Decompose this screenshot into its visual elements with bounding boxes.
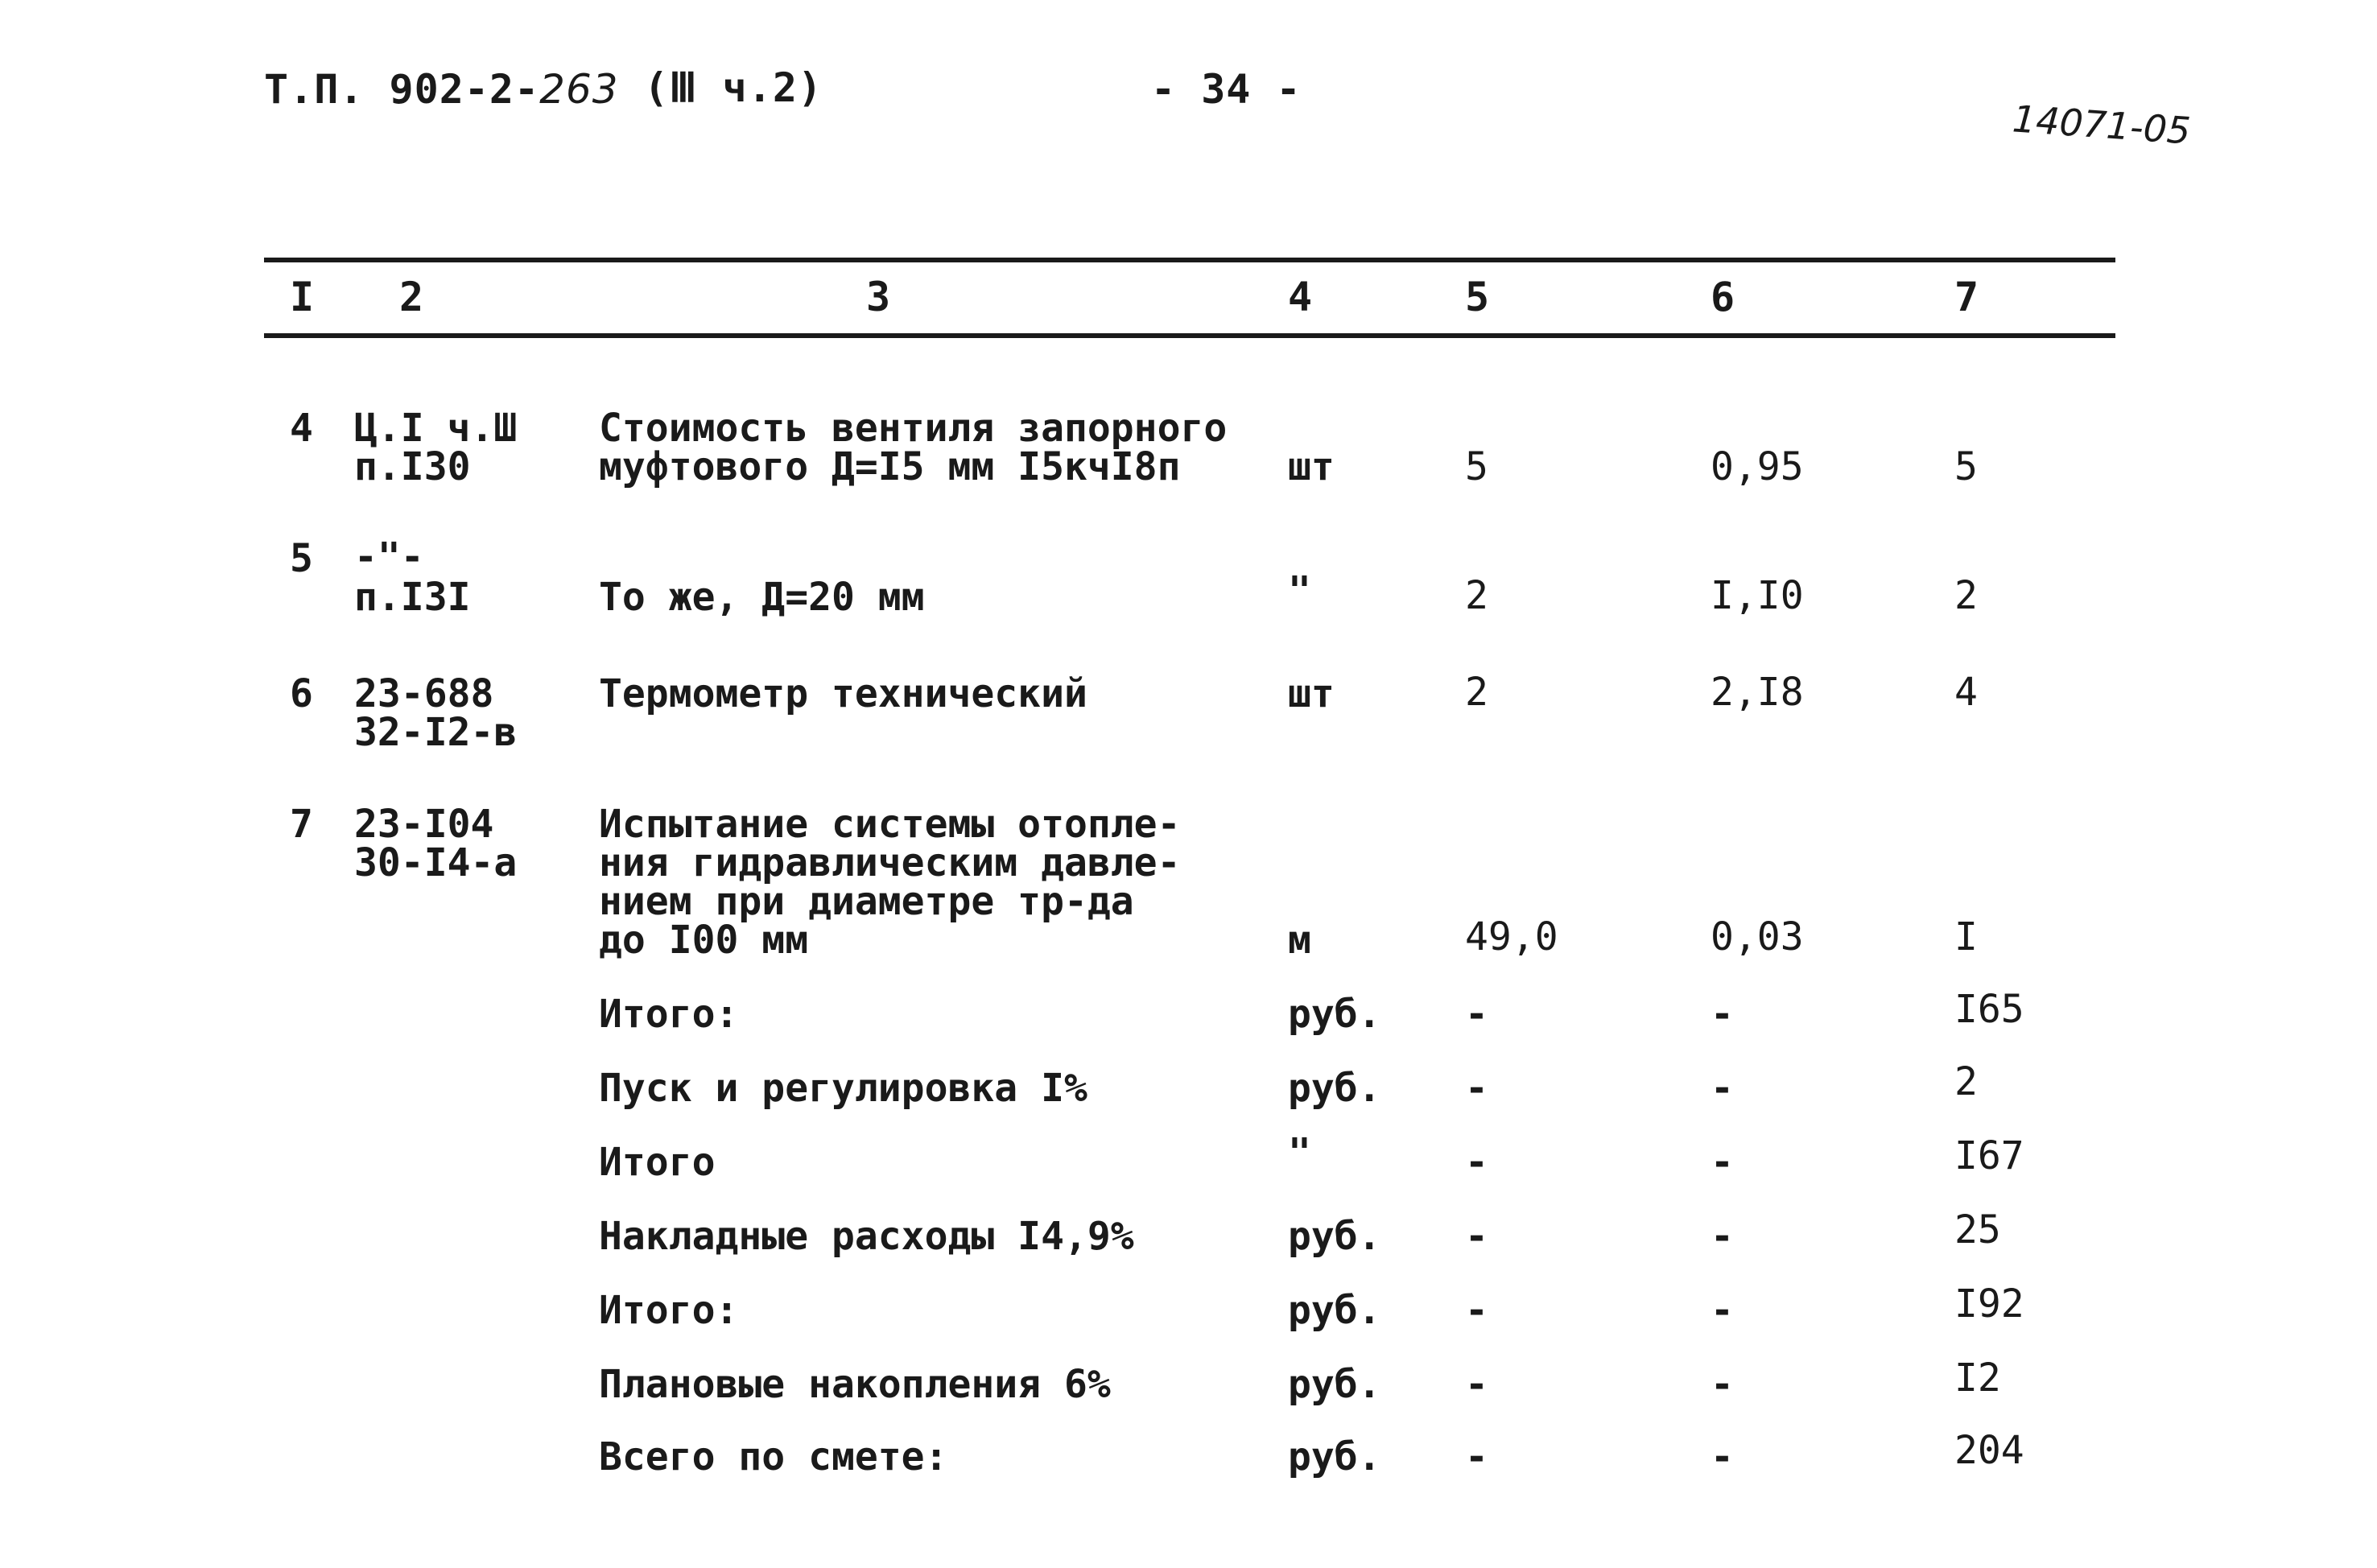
summary-price: - <box>1711 1434 1734 1479</box>
summary-unit: руб. <box>1288 1288 1381 1333</box>
summary-price: - <box>1711 992 1734 1037</box>
row-total: 4 <box>1954 670 1978 715</box>
summary-quantity: - <box>1465 992 1488 1037</box>
row-description-line: до I00 мм <box>599 918 809 963</box>
row-description-line: Стоимость вентиля запорного <box>599 406 1228 451</box>
column-number-5: 5 <box>1465 274 1490 320</box>
summary-unit: руб. <box>1288 992 1381 1037</box>
summary-total: I2 <box>1954 1355 2001 1401</box>
row-reference-line: п.I30 <box>354 444 471 489</box>
row-description-line: ния гидравлическим давле- <box>599 840 1181 885</box>
row-quantity: 2 <box>1465 670 1488 715</box>
row-reference-line: 32-I2-в <box>354 710 518 755</box>
summary-label: Пуск и регулировка I% <box>599 1066 1087 1111</box>
table-header-rule <box>264 333 2115 338</box>
row-reference-line: п.I3I <box>354 575 471 620</box>
summary-total: I65 <box>1954 987 2024 1032</box>
row-quantity: 5 <box>1465 444 1488 489</box>
summary-quantity: - <box>1465 1434 1488 1479</box>
summary-quantity: - <box>1465 1140 1488 1185</box>
row-quantity: 49,0 <box>1465 914 1558 959</box>
row-description-line: Термометр технический <box>599 671 1087 716</box>
summary-price: - <box>1711 1140 1734 1185</box>
summary-quantity: - <box>1465 1214 1488 1259</box>
row-description-line: нием при диаметре тр-да <box>599 879 1134 924</box>
column-number-7: 7 <box>1954 274 1979 320</box>
document-reference <box>264 66 619 113</box>
summary-total: 204 <box>1954 1428 2024 1473</box>
summary-unit: " <box>1288 1130 1311 1175</box>
row-unit: шт <box>1288 671 1335 716</box>
row-unit: шт <box>1288 444 1335 489</box>
row-unit-price: I,I0 <box>1711 573 1804 618</box>
row-reference-line: -"- <box>354 534 424 580</box>
summary-total: I67 <box>1954 1133 2024 1178</box>
summary-quantity: - <box>1465 1288 1488 1333</box>
summary-unit: руб. <box>1288 1362 1381 1407</box>
row-quantity: 2 <box>1465 573 1488 618</box>
summary-total: I92 <box>1954 1281 2024 1327</box>
summary-quantity: - <box>1465 1362 1488 1407</box>
column-number-3: 3 <box>866 274 891 320</box>
column-number-1: I <box>290 274 315 320</box>
table-top-rule <box>264 258 2115 262</box>
row-total: I <box>1954 914 1978 959</box>
row-description-line: Испытание системы отопле- <box>599 802 1181 847</box>
row-unit-price: 0,03 <box>1711 914 1804 959</box>
row-unit: " <box>1288 568 1311 613</box>
row-description-line: То же, Д=20 мм <box>599 575 925 620</box>
row-reference-line: 23-688 <box>354 671 494 716</box>
summary-label: Итого: <box>599 1288 739 1333</box>
summary-label: Итого <box>599 1140 716 1185</box>
summary-quantity: - <box>1465 1066 1488 1111</box>
doc-ref-prefix: Т.П. 902-2- <box>264 66 540 113</box>
summary-price: - <box>1711 1362 1734 1407</box>
row-number: 5 <box>290 536 313 581</box>
row-reference-line: 23-I04 <box>354 802 494 847</box>
column-number-6: 6 <box>1711 274 1735 320</box>
summary-total: 2 <box>1954 1059 1978 1104</box>
row-total: 2 <box>1954 573 1978 618</box>
doc-ref-handwritten: 263 <box>539 66 619 113</box>
row-unit-price: 2,I8 <box>1711 670 1804 715</box>
summary-price: - <box>1711 1288 1734 1333</box>
row-total: 5 <box>1954 444 1978 489</box>
page-number: - 34 - <box>1151 66 1302 113</box>
archive-number: 14071-05 <box>2011 97 2193 153</box>
document-part: (Ⅲ ч.2) <box>644 64 823 111</box>
summary-total: 25 <box>1954 1207 2001 1252</box>
row-description-line: муфтового Д=I5 мм I5кчI8п <box>599 444 1181 489</box>
row-number: 4 <box>290 406 313 451</box>
summary-price: - <box>1711 1066 1734 1111</box>
summary-label: Плановые накопления 6% <box>599 1362 1111 1407</box>
row-number: 6 <box>290 671 313 716</box>
row-unit-price: 0,95 <box>1711 444 1804 489</box>
summary-price: - <box>1711 1214 1734 1259</box>
column-number-4: 4 <box>1288 274 1313 320</box>
column-number-2: 2 <box>399 274 424 320</box>
row-reference-line: Ц.I ч.Ш <box>354 406 518 451</box>
summary-unit: руб. <box>1288 1434 1381 1479</box>
summary-label: Всего по смете: <box>599 1434 948 1479</box>
summary-label: Итого: <box>599 992 739 1037</box>
row-number: 7 <box>290 802 313 847</box>
row-unit: м <box>1288 918 1311 963</box>
summary-unit: руб. <box>1288 1214 1381 1259</box>
row-reference-line: 30-I4-а <box>354 840 518 885</box>
summary-label: Накладные расходы I4,9% <box>599 1214 1134 1259</box>
summary-unit: руб. <box>1288 1066 1381 1111</box>
